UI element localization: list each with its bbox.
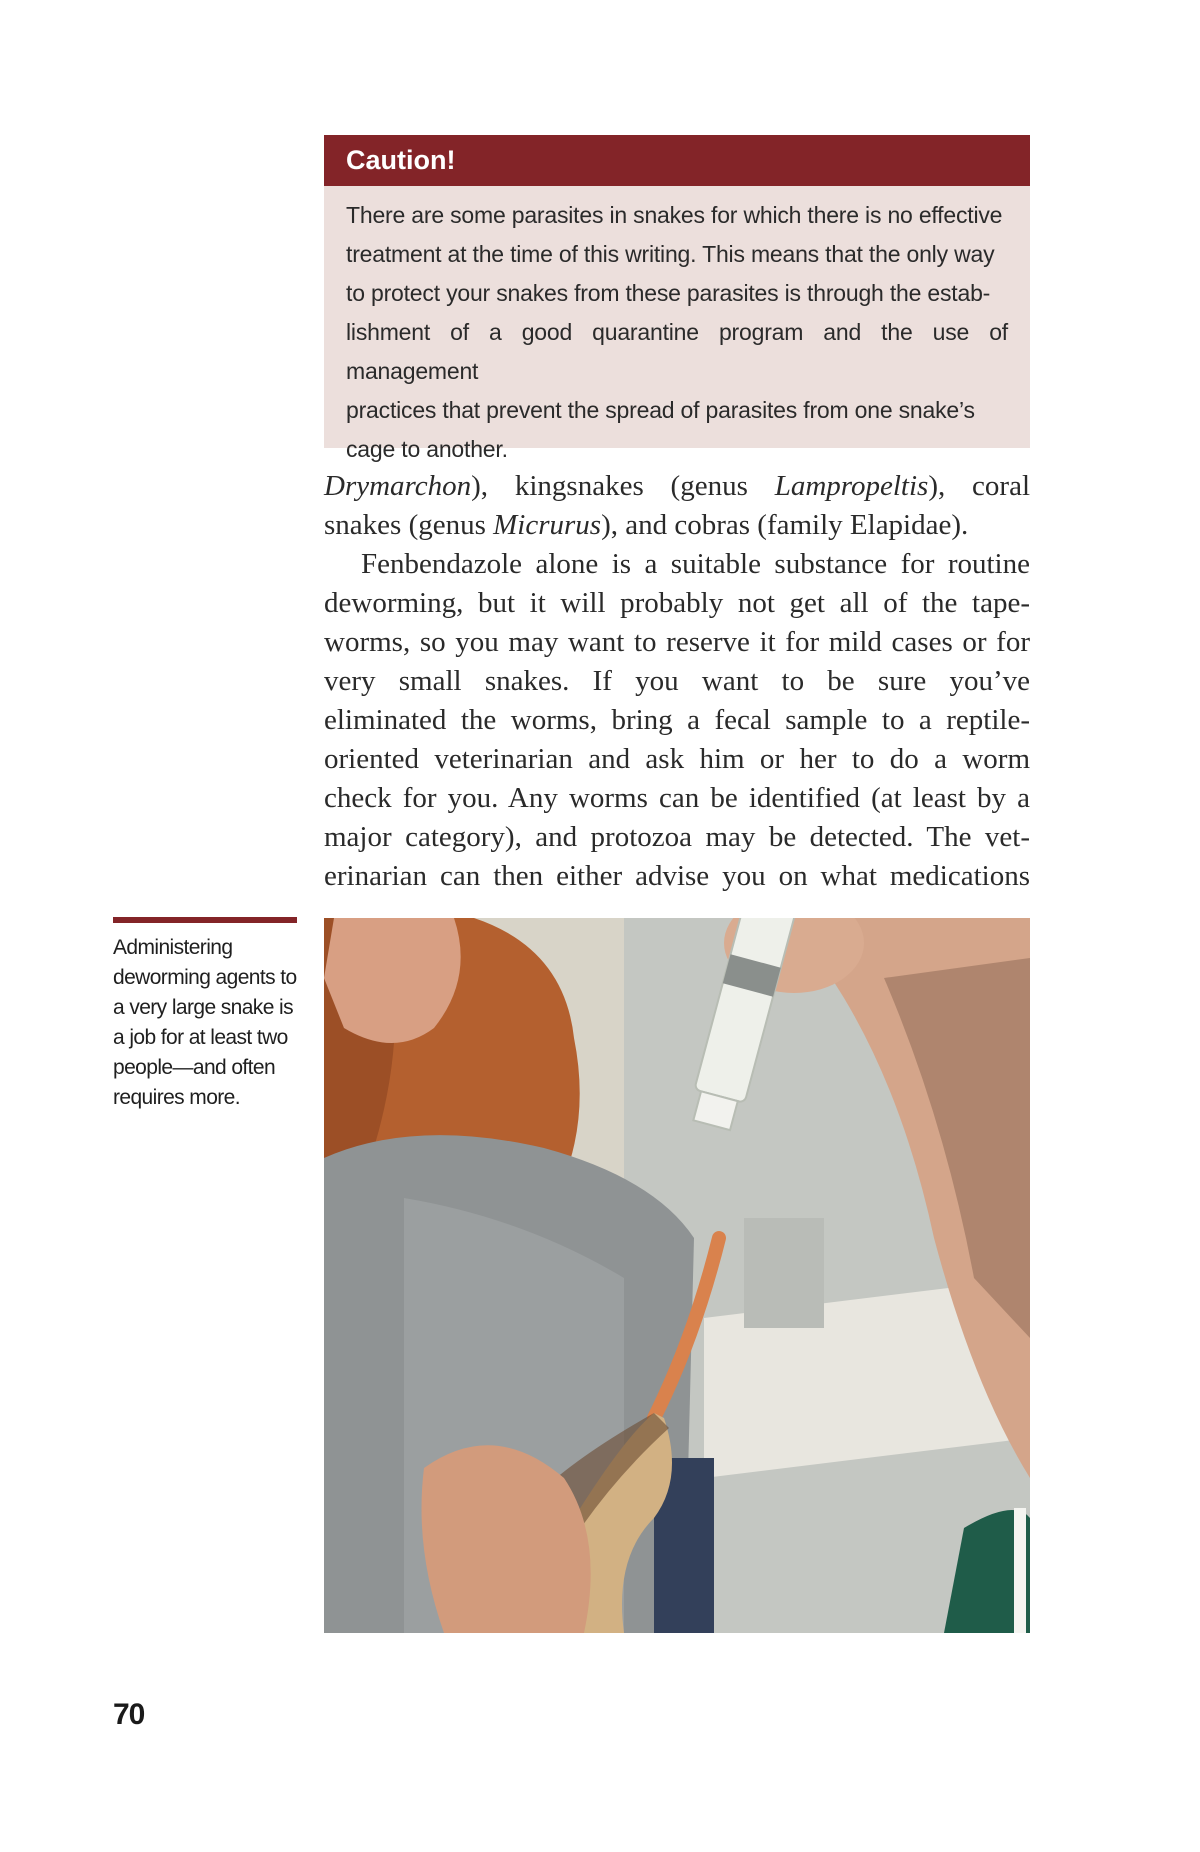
caution-text bbox=[324, 186, 1030, 469]
body-line bbox=[324, 506, 1030, 545]
body-line: Fenbendazole alone is a suitable substance for routine bbox=[361, 548, 1030, 580]
body-line: eliminated the worms, bring a fecal sample to a reptile- bbox=[324, 704, 1030, 736]
body-line: erinarian can then either advise you on what medications bbox=[324, 860, 1030, 892]
genus-micrurus: Micrurus bbox=[493, 509, 602, 541]
genus-lampropeltis: Lampropeltis bbox=[774, 470, 929, 502]
body-line: major category), and protozoa may be detected. The vet- bbox=[324, 821, 1030, 853]
caution-title: Caution! bbox=[324, 135, 1030, 186]
caption-line: Administering bbox=[113, 936, 233, 959]
body-line bbox=[324, 467, 1030, 506]
caution-line: practices that prevent the spread of parasites from one snake’s bbox=[346, 397, 975, 423]
body-fragment: ), and cobras (family Elapidae). bbox=[601, 509, 969, 541]
page-number: 70 bbox=[113, 1698, 145, 1731]
caption-line: people—and often bbox=[113, 1056, 276, 1079]
body-text bbox=[324, 467, 1030, 896]
photo-caption bbox=[113, 933, 303, 1113]
genus-drymarchon: Drymarchon bbox=[324, 470, 472, 502]
caution-line: treatment at the time of this writing. This means that the only way bbox=[346, 241, 995, 267]
caption-line: a very large snake is bbox=[113, 996, 293, 1019]
body-line: deworming, but it will probably not get all of the tape- bbox=[324, 587, 1030, 619]
caption-line: a job for at least two bbox=[113, 1026, 288, 1049]
body-fragment: ), kingsnakes (genus bbox=[471, 470, 775, 502]
caution-box bbox=[324, 135, 1030, 462]
caption-line: requires more. bbox=[113, 1086, 240, 1109]
body-line: check for you. Any worms can be identified (at least by a bbox=[324, 782, 1030, 814]
snake-deworming-photo bbox=[324, 918, 1030, 1633]
caption-line: deworming agents to bbox=[113, 966, 297, 989]
caution-line: cage to another. bbox=[346, 436, 508, 462]
body-line: very small snakes. If you want to be sure you’ve bbox=[324, 665, 1030, 697]
body-fragment: snakes (genus bbox=[324, 509, 494, 541]
caution-line: lishment of a good quarantine program and the use of management bbox=[346, 319, 1008, 384]
body-fragment: ), coral bbox=[928, 470, 1031, 502]
body-line: oriented veterinarian and ask him or her to do a worm bbox=[324, 743, 1030, 775]
caution-line: to protect your snakes from these parasites is through the estab- bbox=[346, 280, 991, 306]
caption-rule bbox=[113, 917, 297, 923]
body-line: worms, so you may want to reserve it for mild cases or for bbox=[324, 626, 1030, 658]
caution-line: There are some parasites in snakes for which there is no effective bbox=[346, 202, 1003, 228]
